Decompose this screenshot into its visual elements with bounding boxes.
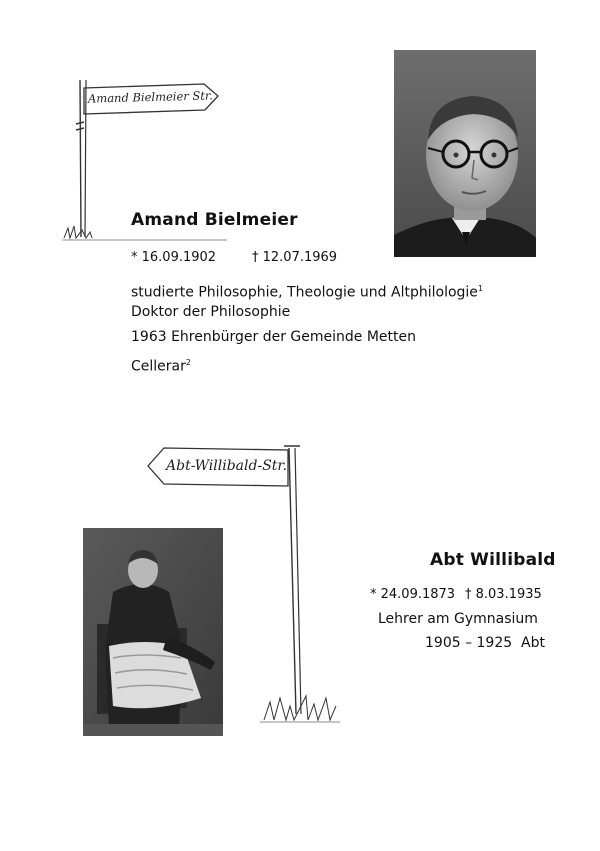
bio-line-cellerar-text: Cellerar xyxy=(131,358,186,375)
street-sign-label-1: Amand Bielmeier Str. xyxy=(87,88,214,106)
death-date-willibald: † 8.03.1935 xyxy=(465,587,542,602)
bio-line-abbot: 1905 – 1925 Abt xyxy=(425,635,546,651)
portrait-photo-bielmeier xyxy=(394,50,536,257)
bio-line-study xyxy=(131,278,483,304)
bio-line-study-text: studierte Philosophie, Theologie und Altphilologie xyxy=(131,284,478,301)
bio-line-cellerar xyxy=(131,352,191,378)
person-name-willibald: Abt Willibald xyxy=(430,550,556,570)
footnote-marker: 2 xyxy=(185,358,191,367)
bio-line-honorary: 1963 Ehrenbürger der Gemeinde Metten xyxy=(131,329,416,345)
portrait-photo-willibald xyxy=(83,528,223,736)
bio-line-doctor: Doktor der Philosophie xyxy=(131,304,291,320)
bio-line-teacher: Lehrer am Gymnasium xyxy=(378,611,538,627)
person-name-bielmeier: Amand Bielmeier xyxy=(131,210,298,230)
street-sign-label-2: Abt-Willibald-Str. xyxy=(166,458,288,474)
footnote-marker: 1 xyxy=(477,284,484,293)
birth-date-willibald: * 24.09.1873 xyxy=(370,587,456,602)
birth-date-bielmeier: * 16.09.1902 xyxy=(131,250,217,265)
death-date-bielmeier: † 12.07.1969 xyxy=(252,250,338,265)
